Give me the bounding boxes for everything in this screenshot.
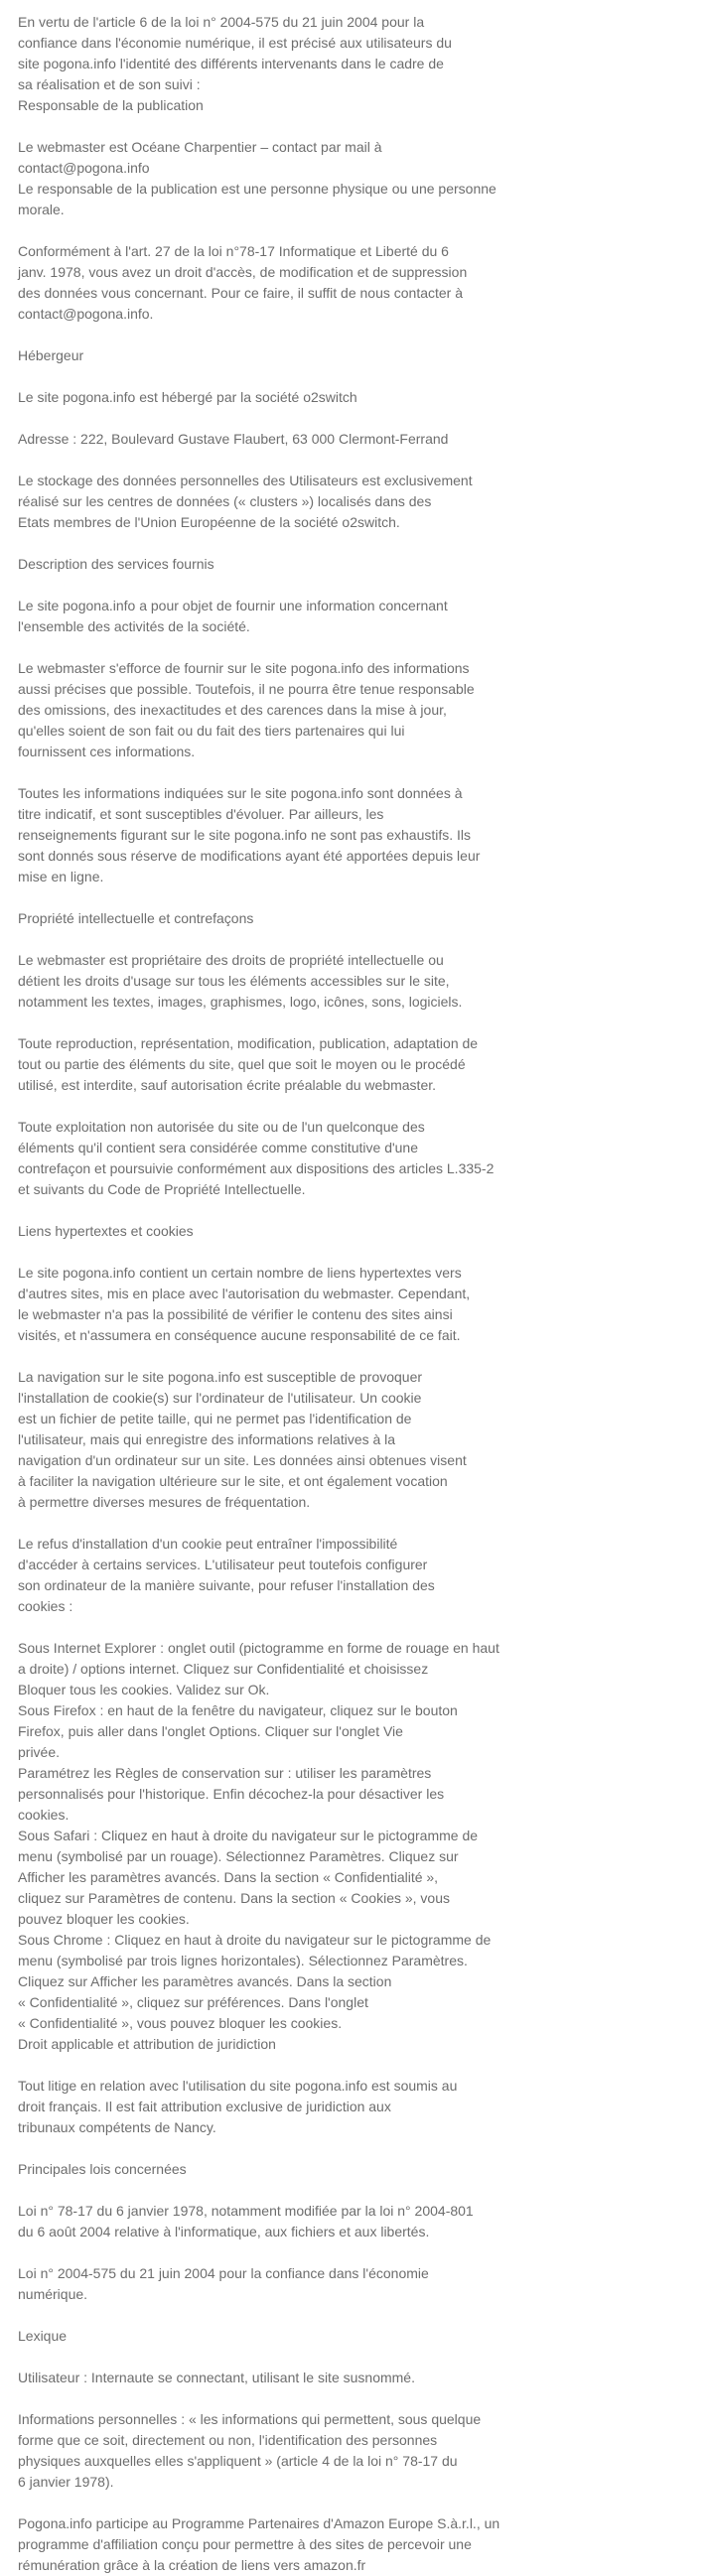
paragraph-line: sont donnés sous réserve de modifications ayant été apportées depuis leur [18,848,481,864]
paragraph-line: Le stockage des données personnelles des Utilisateurs est exclusivement [18,473,473,488]
paragraph [18,471,570,533]
paragraph [18,1638,570,2055]
section-heading [18,1221,570,1242]
paragraph-line: à faciliter la navigation ultérieure sur le site, et ont également vocation [18,1473,448,1489]
paragraph-line: Pogona.info participe au Programme Partenaires d'Amazon Europe S.à.r.l., un [18,2515,500,2531]
paragraph-line: pouvez bloquer les cookies. [18,1911,190,1927]
paragraph-line: utilisé, est interdite, sauf autorisation écrite préalable du webmaster. [18,1077,437,1093]
paragraph-line: contact@pogona.info. [18,306,154,322]
paragraph-line: et suivants du Code de Propriété Intellectuelle. [18,1181,306,1197]
paragraph-line: Sous Internet Explorer : onglet outil (pictogramme en forme de rouage en haut [18,1640,499,1656]
paragraph-line: Toute exploitation non autorisée du site ou de l'un quelconque des [18,1119,425,1135]
paragraph-line: Le site pogona.info contient un certain nombre de liens hypertextes vers [18,1265,462,1281]
paragraph [18,2368,570,2388]
paragraph-line: Le site pogona.info a pour objet de fournir une information concernant [18,598,448,613]
heading-text: Lexique [18,2328,68,2344]
paragraph-line: Firefox, puis aller dans l'onglet Options. Cliquer sur l'onglet Vie [18,1723,403,1739]
paragraph-line: Toutes les informations indiquées sur le site pogona.info sont données à [18,785,463,801]
section-heading [18,908,570,929]
paragraph-line: navigation d'un ordinateur sur un site. Les données ainsi obtenues visent [18,1452,467,1468]
paragraph-line: du 6 août 2004 relative à l'informatique, aux fichiers et aux libertés. [18,2224,430,2239]
paragraph [18,137,570,220]
paragraph-line: Sous Firefox : en haut de la fenêtre du navigateur, cliquez sur le bouton [18,1702,458,1718]
paragraph-line: Le refus d'installation d'un cookie peut entraîner l'impossibilité [18,1536,398,1552]
paragraph-line: tout ou partie des éléments du site, quel que soit le moyen ou le procédé [18,1056,466,1072]
paragraph-line: cookies : [18,1598,73,1614]
paragraph-line: Afficher les paramètres avancés. Dans la section « Confidentialité », [18,1869,439,1885]
paragraph-line: En vertu de l'article 6 de la loi n° 2004-575 du 21 juin 2004 pour la [18,14,425,30]
paragraph-line: Adresse : 222, Boulevard Gustave Flaubert, 63 000 Clermont-Ferrand [18,431,449,447]
paragraph-line: forme que ce soit, directement ou non, l'identification des personnes [18,2432,438,2448]
paragraph-line: a droite) / options internet. Cliquez sur Confidentialité et choisissez [18,1661,429,1677]
paragraph-line: fournissent ces informations. [18,744,196,759]
paragraph [18,596,570,637]
paragraph-line: visités, et n'assumera en conséquence aucune responsabilité de ce fait. [18,1327,461,1343]
paragraph-line: morale. [18,202,65,217]
paragraph-line: l'utilisateur, mais qui enregistre des informations relatives à la [18,1431,396,1447]
section-heading [18,2326,570,2347]
paragraph-line: Toute reproduction, représentation, modification, publication, adaptation de [18,1035,479,1051]
paragraph-line: mise en ligne. [18,869,104,884]
paragraph [18,2201,570,2242]
paragraph-line: menu (symbolisé par trois lignes horizontales). Sélectionnez Paramètres. [18,1953,468,1968]
paragraph [18,2513,570,2576]
paragraph-line: sa réalisation et de son suivi : [18,76,201,92]
paragraph-line: cliquez sur Paramètres de contenu. Dans la section « Cookies », vous [18,1890,451,1906]
paragraph-line: Bloquer tous les cookies. Validez sur Ok. [18,1682,270,1697]
paragraph-line: d'accéder à certains services. L'utilisateur peut toutefois configurer [18,1557,428,1572]
paragraph-line: Le webmaster est Océane Charpentier – contact par mail à [18,139,382,155]
paragraph-line: Le webmaster est propriétaire des droits de propriété intellectuelle ou [18,952,444,968]
paragraph-line: personnalisés pour l'historique. Enfin décochez-la pour désactiver les [18,1786,445,1802]
paragraph-line: renseignements figurant sur le site pogona.info ne sont pas exhaustifs. Ils [18,827,472,843]
paragraph-line: confiance dans l'économie numérique, il est précisé aux utilisateurs du [18,35,452,51]
paragraph [18,1263,570,1346]
paragraph-line: Cliquez sur Afficher les paramètres avancés. Dans la section [18,1973,392,1989]
paragraph-line: qu'elles soient de son fait ou du fait des tiers partenaires qui lui [18,723,405,739]
paragraph-line: physiques auxquelles elles s'appliquent » (article 4 de la loi n° 78-17 du [18,2453,458,2469]
paragraph-line: titre indicatif, et sont susceptibles d'évoluer. Par ailleurs, les [18,806,384,822]
paragraph-line: numérique. [18,2286,88,2302]
paragraph [18,387,570,408]
paragraph [18,429,570,450]
paragraph [18,2409,570,2493]
heading-text: Hébergeur [18,347,84,363]
paragraph-line: des données vous concernant. Pour ce faire, il suffit de nous contacter à [18,285,464,301]
paragraph [18,2263,570,2305]
paragraph-line: d'autres sites, mis en place avec l'autorisation du webmaster. Cependant, [18,1286,471,1301]
paragraph-line: aussi précises que possible. Toutefois, il ne pourra être tenue responsable [18,681,475,697]
paragraph-line: Le responsable de la publication est une personne physique ou une personne [18,181,496,197]
heading-text: Liens hypertextes et cookies [18,1223,194,1239]
paragraph [18,2076,570,2138]
paragraph-line: privée. [18,1744,61,1760]
paragraph-line: Etats membres de l'Union Européenne de la société o2switch. [18,514,400,530]
paragraph-line: l'installation de cookie(s) sur l'ordinateur de l'utilisateur. Un cookie [18,1390,422,1406]
paragraph-line: Le site pogona.info est hébergé par la société o2switch [18,389,357,405]
paragraph-line: La navigation sur le site pogona.info est susceptible de provoquer [18,1369,423,1385]
heading-text: Description des services fournis [18,556,214,572]
paragraph-line: 6 janvier 1978). [18,2474,114,2490]
paragraph-line: Utilisateur : Internaute se connectant, utilisant le site susnommé. [18,2370,415,2385]
section-heading [18,554,570,575]
paragraph-line: le webmaster n'a pas la possibilité de vérifier le contenu des sites ainsi [18,1306,453,1322]
paragraph-line: Informations personnelles : « les informations qui permettent, sous quelque [18,2411,482,2427]
paragraph-line: programme d'affiliation conçu pour permettre à des sites de percevoir une [18,2536,472,2552]
paragraph-line: Responsable de la publication [18,97,204,113]
paragraph [18,950,570,1013]
paragraph-line: notamment les textes, images, graphismes, logo, icônes, sons, logiciels. [18,994,463,1010]
paragraph-line: Tout litige en relation avec l'utilisation du site pogona.info est soumis au [18,2078,458,2094]
paragraph-line: des omissions, des inexactitudes et des carences dans la mise à jour, [18,702,447,718]
paragraph-line: Le webmaster s'efforce de fournir sur le site pogona.info des informations [18,660,470,676]
paragraph-line: détient les droits d'usage sur tous les éléments accessibles sur le site, [18,973,450,989]
paragraph-line: « Confidentialité », cliquez sur préférences. Dans l'onglet [18,1994,368,2010]
paragraph-line: tribunaux compétents de Nancy. [18,2119,216,2135]
paragraph-line: contact@pogona.info [18,160,150,176]
paragraph-line: est un fichier de petite taille, qui ne permet pas l'identification de [18,1411,412,1426]
paragraph [18,1367,570,1513]
paragraph-line: éléments qu'il contient sera considérée comme constitutive d'une [18,1140,419,1155]
paragraph-line: à permettre diverses mesures de fréquentation. [18,1494,311,1510]
paragraph-line: Droit applicable et attribution de juridiction [18,2036,276,2052]
paragraph-line: cookies. [18,1807,70,1823]
paragraph-line: site pogona.info l'identité des différents intervenants dans le cadre de [18,56,444,71]
section-heading [18,345,570,366]
paragraph [18,783,570,887]
paragraph-line: Paramétrez les Règles de conservation sur : utiliser les paramètres [18,1765,432,1781]
paragraph-line: Conformément à l'art. 27 de la loi n°78-17 Informatique et Liberté du 6 [18,243,449,259]
paragraph [18,241,570,325]
paragraph [18,1534,570,1617]
paragraph-line: rémunération grâce à la création de liens vers amazon.fr [18,2557,366,2573]
paragraph-line: son ordinateur de la manière suivante, pour refuser l'installation des [18,1577,435,1593]
paragraph-line: Sous Safari : Cliquez en haut à droite du navigateur sur le pictogramme de [18,1828,479,1843]
paragraph-line: droit français. Il est fait attribution exclusive de juridiction aux [18,2099,391,2114]
heading-text: Propriété intellectuelle et contrefaçons [18,910,254,926]
paragraph-line: menu (symbolisé par un rouage). Sélectionnez Paramètres. Cliquez sur [18,1848,459,1864]
paragraph-line: l'ensemble des activités de la société. [18,618,250,634]
paragraph-line: Sous Chrome : Cliquez en haut à droite du navigateur sur le pictogramme de [18,1932,492,1948]
heading-text: Principales lois concernées [18,2161,187,2177]
paragraph [18,12,570,116]
paragraph-line: Loi n° 2004-575 du 21 juin 2004 pour la confiance dans l'économie [18,2265,429,2281]
paragraph-line: contrefaçon et poursuivie conformément aux dispositions des articles L.335-2 [18,1160,495,1176]
paragraph [18,1033,570,1096]
paragraph [18,658,570,762]
paragraph-line: Loi n° 78-17 du 6 janvier 1978, notamment modifiée par la loi n° 2004-801 [18,2203,474,2219]
paragraph-line: janv. 1978, vous avez un droit d'accès, de modification et de suppression [18,264,468,280]
section-heading [18,2159,570,2180]
paragraph-line: réalisé sur les centres de données (« clusters ») localisés dans des [18,493,432,509]
paragraph [18,1117,570,1200]
paragraph-line: « Confidentialité », vous pouvez bloquer les cookies. [18,2015,343,2031]
